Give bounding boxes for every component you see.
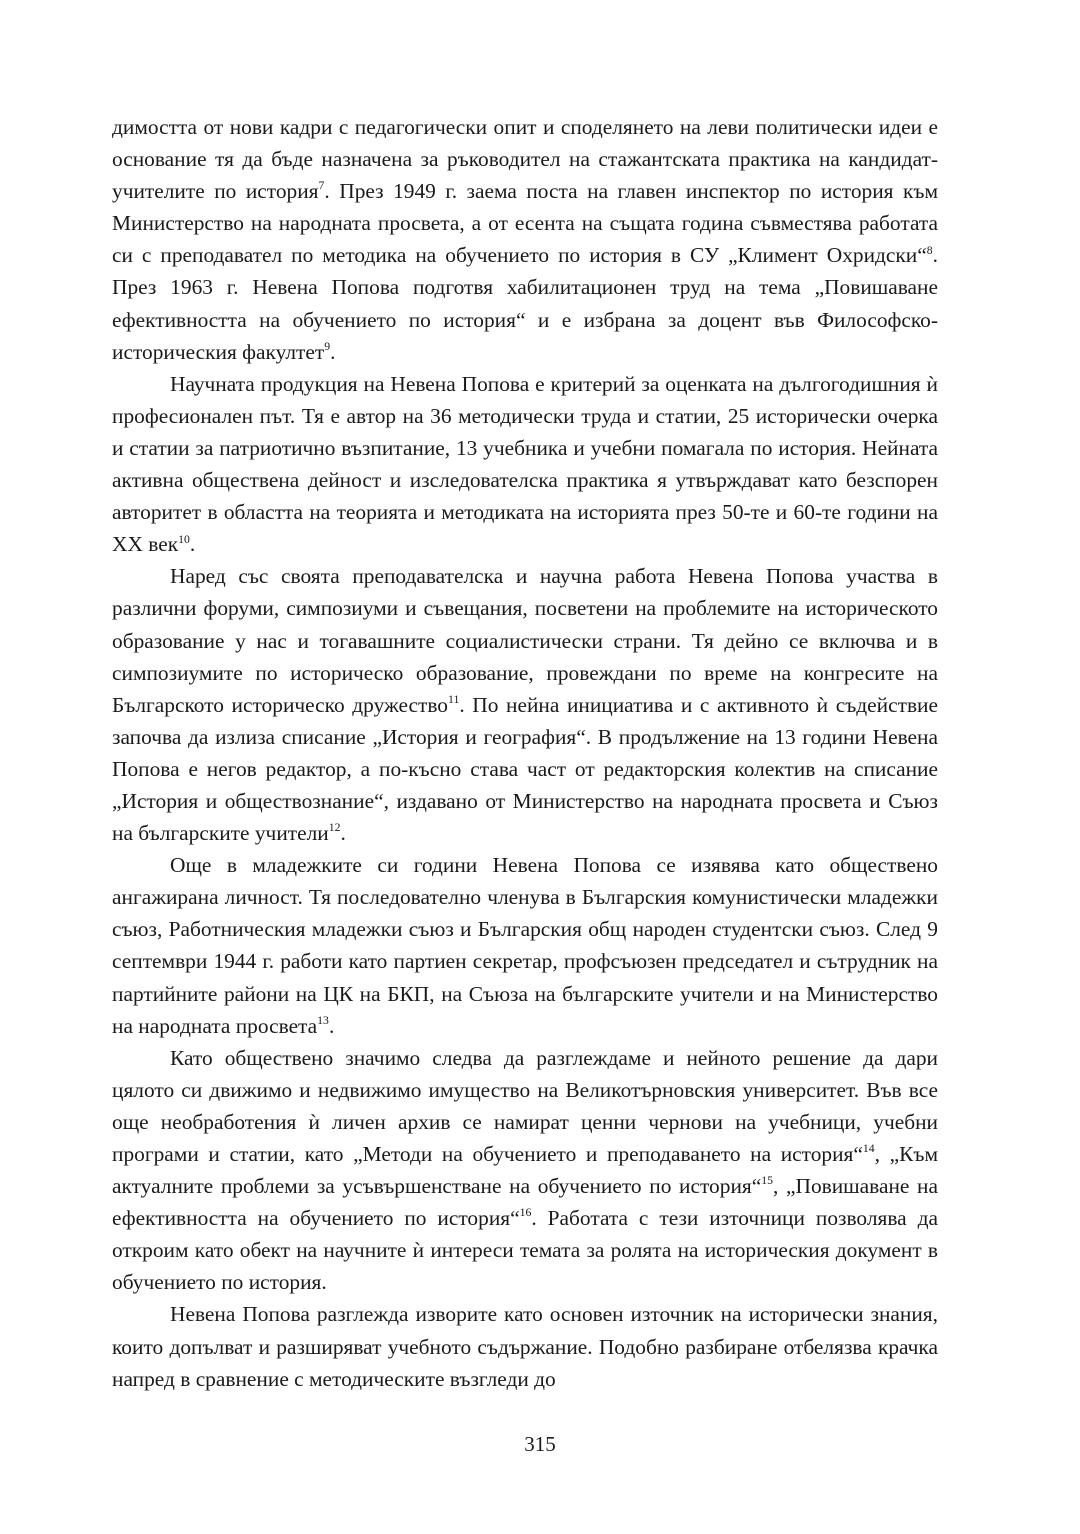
- footnote-ref: 10: [178, 532, 190, 546]
- text-run: , „Към актуалните проблеми за усъвършенстване на обучението по история“: [112, 1142, 938, 1199]
- paragraph-2: [112, 368, 938, 561]
- text-run: Научната продукция на Невена Попова е критерий за оценката на дългогодишния ѝ професионален път. Тя е автор на 36 методически труда и статии, 25 исторически очерка и статии за патриотично възпитание, 13 учебника и учебни помагала по история. Нейната активна обществена дейност и изследователска практика я утвърждават като безспорен авторитет в областта на теорията и методиката на историята през 50-те и 60-те години на XX век: [112, 371, 938, 557]
- paragraph-5: [112, 1042, 938, 1299]
- footnote-ref: 9: [324, 339, 331, 353]
- text-run: Като обществено значимо следва да разглеждаме и нейното решение да дари цялото си движимо и недвижимо имущество на Великотърновския университет. Във все още необработения ѝ личен архив се намират ценни чернови на учебници, учебни програми и статии, като „Методи на обучението и преподаването на история“: [112, 1045, 938, 1166]
- text-run: . Работата с тези източници позволява да откроим като обект на научните ѝ интереси темата за ролята на историческия документ в обучението по история.: [112, 1206, 938, 1295]
- text-run: . По нейна инициатива и с активното ѝ съдействие започва да излиза списание „История и география“. В продължение на 13 години Невена Попова е негов редактор, а по-късно става част от редакторския колектив на списание „История и обществознание“, издавано от Министерство на народната просвета и Съюз на българските учители: [112, 692, 938, 846]
- text-run: .: [340, 821, 346, 846]
- text-run: .: [328, 1013, 335, 1038]
- footnote-ref: 15: [761, 1174, 773, 1188]
- footnote-ref: 11: [448, 692, 460, 706]
- text-run: димостта от нови кадри с педагогически опит и споделянето на леви политически идеи е основание тя да бъде назначена за ръководител на стажантската практика на кандидат-учителите по история: [112, 115, 938, 204]
- text-run: Още в младежките си години Невена Попова се изявява като обществено ангажирана личност. Тя последователно членува в Българския комунистически младежки съюз, Работническия младежки съюз и Българския общ народен студентски съюз. След 9 септември 1944 г. работи като партиен секретар, профсъюзен председател и сътрудник на партийните райони на ЦК на БКП, на Съюза на българските учители и на Министерство на народната просвета: [112, 853, 938, 1038]
- text-run: .: [189, 532, 196, 557]
- footnote-ref: 7: [318, 179, 325, 193]
- paragraph-3: [112, 560, 938, 849]
- paragraph-4: [112, 849, 938, 1042]
- paragraph-6: [112, 1298, 938, 1394]
- text-run: , „Повишаване на ефективността на обучението по история“: [112, 1174, 938, 1231]
- page-number: 315: [524, 1432, 556, 1456]
- document-page: [112, 111, 938, 1395]
- paragraph-1: [112, 111, 938, 368]
- footnote-ref: 8: [926, 243, 933, 257]
- text-run: Невена Попова разглежда изворите като основен източник на исторически знания, които допълват и разширяват учебното съдържание. Подобно разбиране отбелязва крачка напред в сравнение с методическите възгледи до: [112, 1302, 938, 1391]
- footnote-ref: 16: [519, 1206, 532, 1220]
- text-run: Наред със своята преподавателска и научна работа Невена Попова участва в различни форуми, симпозиуми и съвещания, посветени на проблемите на историческото образование у нас и тогавашните социалистически страни. Тя дейно се включва и в симпозиумите по историческо образование, провеждани по време на конгресите на Българското историческо дружество: [112, 564, 938, 717]
- text-run: .: [330, 339, 336, 364]
- footnote-ref: 13: [317, 1013, 329, 1027]
- text-run: . През 1949 г. заема поста на главен инспектор по история към Министерство на народната просвета, а от есента на същата година съвместява работата си с преподавател по методика на обучението по история в СУ „Климент Охридски“: [112, 179, 938, 268]
- footnote-ref: 12: [328, 821, 341, 835]
- text-run: . През 1963 г. Невена Попова подготвя хабилитационен труд на тема „Повишаване ефективността на обучението по история“ и е избрана за доцент във Философско-историческия факултет: [112, 243, 938, 364]
- footnote-ref: 14: [862, 1142, 875, 1156]
